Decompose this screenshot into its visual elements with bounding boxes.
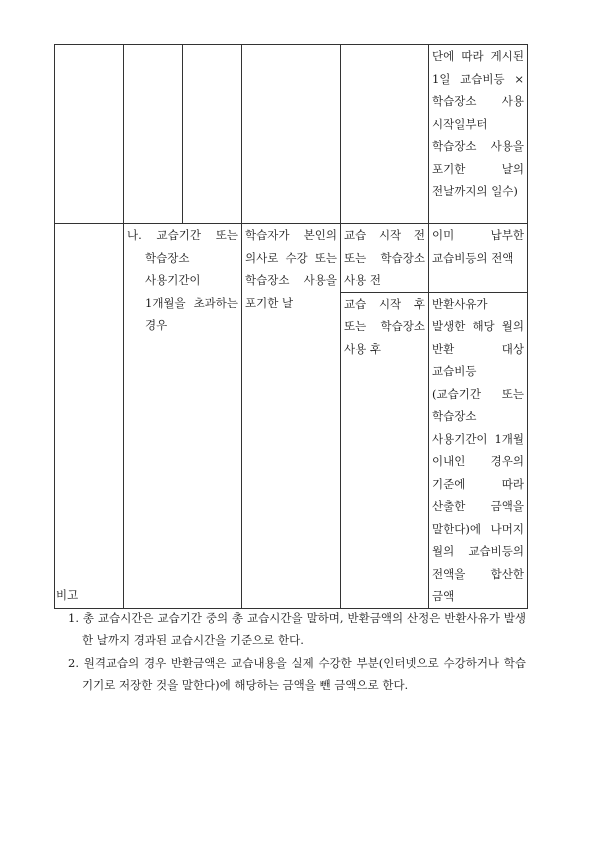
notes-section [56,584,526,697]
table-row [55,45,528,224]
amount-before-start-cell: 이미 납부한 교습비등의 전액 [429,224,528,293]
amount-after-start-cell: 반환사유가 발생한 해당 월의 반환 대상 교습비등(교습기간 또는 학습장소 사용기간이 1개월 이내인 경우의 기준에 따라 산출한 금액을 말한다)에 나머지 월의 교습비등의 전액을 합산한 금액 [429,292,528,608]
note-item-1: 1. 총 교습시간은 교습기간 중의 총 교습시간을 말하며, 반환금액의 산정은 반환사유가 발생한 날까지 경과된 교습시간을 기준으로 한다. [68,610,526,647]
table-row [55,224,528,293]
timing-after-start-cell: 교습 시작 후 또는 학습장소 사용 후 [341,292,429,608]
period-over-one-month-label: 나. 교습기간 또는 학습장소 사용기간이 1개월을 초과하는 경우 [124,224,242,609]
notes-title: 비고 [56,588,79,602]
refund-table [54,44,528,609]
note-item-2: 2. 원격교습의 경우 반환금액은 교습내용을 실제 수강한 부분(인터넷으로 수강하거나 학습기기로 저장한 것을 말한다)에 해당하는 금액을 뺀 금액으로 한다. [68,655,526,692]
table-cell-empty [55,45,124,224]
table-cell-empty [242,45,341,224]
table-cell-empty [55,224,124,609]
timing-before-start-cell: 교습 시작 전 또는 학습장소 사용 전 [341,224,429,293]
daily-fee-formula-cell: 단에 따라 게시된 1일 교습비등 × 학습장소 사용 시작일부터 학습장소 사용을 포기한 날의 전날까지의 일수) [429,45,528,224]
table-cell-empty [124,45,183,224]
refund-reason-cell: 학습자가 본인의 의사로 수강 또는 학습장소 사용을 포기한 날 [242,224,341,609]
table-cell-empty [183,45,242,224]
table-cell-empty [341,45,429,224]
